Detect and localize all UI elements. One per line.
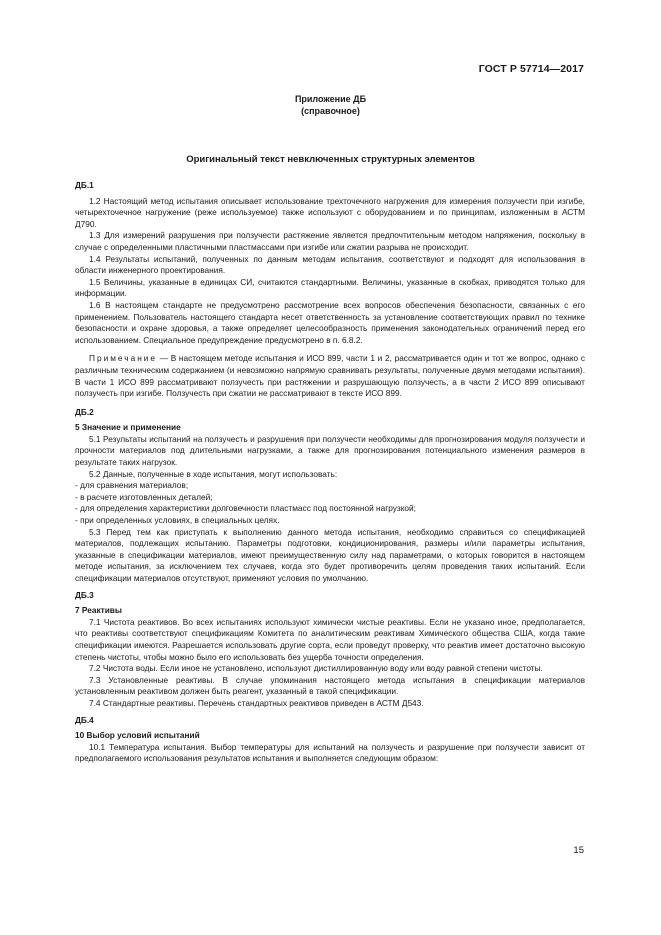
paragraph-5-1: 5.1 Результаты испытаний на ползучесть и разрушения при ползучести необходимы для прогнозирования модуля ползучести и прочности материалов под длительными нагрузками, а также для прогнозирования потенциального изменения размеров в результате таких нагрузок. — [75, 433, 585, 468]
section-heading-7: 7 Реактивы — [75, 605, 122, 616]
note-label: Примечание — [89, 353, 158, 364]
appendix-subtitle: (справочное) — [301, 106, 360, 116]
section-label-db1: ДБ.1 — [75, 180, 94, 190]
appendix-title: Приложение ДБ — [294, 94, 367, 104]
appendix-heading — [0, 93, 661, 117]
list-item: - для сравнения материалов; — [75, 480, 189, 491]
paragraph-10-1: 10.1 Температура испытания. Выбор температуры для испытаний на ползучесть и разрушение при ползучести зависит от предполагаемого использования результатов испытания и выполняется следующим образом: — [75, 741, 585, 764]
document-body — [75, 180, 585, 765]
note-paragraph — [75, 353, 585, 399]
paragraph-1-2: 1.2 Настоящий метод испытания описывает использование трехточечного нагружения для измерения ползучести при изгибе, четырехточечное нагружение (реже используемое) также используют с оборудованием и по принципам, изложенным в АСТМ Д790. — [75, 195, 585, 229]
page-number: 15 — [573, 845, 584, 856]
section-label-db4: ДБ.4 — [75, 714, 94, 725]
main-title: Оригинальный текст невключенных структурных элементов — [186, 154, 475, 165]
paragraph-1-3: 1.3 Для измерений разрушения при ползучести растяжение является предпочтительным методом напряжения, поскольку в случае с определенными пластичными пластмассами при изгибе или сжатии разрыва не происходит. — [75, 230, 585, 252]
list-item: - в расчете изготовленных деталей; — [75, 491, 213, 502]
section-label-db3: ДБ.3 — [75, 589, 94, 600]
paragraph-1-5: 1.5 Величины, указанные в единицах СИ, считаются стандартными. Величины, указанные в скобках, приводятся только для информации. — [75, 276, 585, 299]
section-label-db2: ДБ.2 — [75, 406, 94, 417]
paragraph-5-2: 5.2 Данные, полученные в ходе испытания, могут использовать: — [89, 468, 338, 479]
paragraph-7-1: 7.1 Чистота реактивов. Во всех испытаниях используют химически чистые реактивы. Если не указано иное, предполагается, что реактивы соответствуют спецификациям Комитета по аналитическим реактивам Химического общества США, когда такие спецификации имеются. Разрешается использовать другие сорта, если проведут проверку, что реактив имеет достаточно высокую степень чистоты, чтобы можно было его использовать без ущерба точности определения. — [75, 616, 585, 662]
note-text: — В настоящем методе испытания и ИСО 899, части 1 и 2, рассматривается один и тот же вопрос, однако с различным техническим содержанием (и невозможно напрямую сравнивать результаты, полученные двумя методами испытания). В части 1 ИСО 899 рассматривают ползучесть при растяжении и разрушающую ползучесть, а в части 2 ИСО 899 описывают ползучесть при изгибе. Ползучесть при сжатии не рассматривают в тексте ИСО 899. — [75, 353, 585, 399]
paragraph-7-4: 7.4 Стандартные реактивы. Перечень стандартных реактивов приведен в АСТМ Д543. — [89, 697, 424, 708]
section-heading-5: 5 Значение и применение — [75, 422, 181, 433]
paragraph-1-4: 1.4 Результаты испытаний, полученных по данным методам испытания, соответствуют и подходят для использования в области инженерного проектирования. — [75, 253, 585, 276]
usage-list — [75, 480, 585, 526]
paragraph-7-2: 7.2 Чистота воды. Если иное не установлено, используют дистиллированную воду или воду равной степени чистоты. — [89, 663, 543, 674]
document-code: ГОСТ Р 57714—2017 — [478, 63, 584, 75]
paragraph-1-6: 1.6 В настоящем стандарте не предусмотрено рассмотрение всех вопросов обеспечения безопасности, связанных с его применением. Пользователь настоящего стандарта несет ответственность за установление соответствующих правил по технике безопасности и охране здоровья, а также определяет целесообразность применения законодательных ограничений перед его использованием. Специальное предупреждение предусмотрено в п. 6.8.2. — [75, 299, 585, 345]
list-item: - для определения характеристики долговечности пластмасс под постоянной нагрузкой; — [75, 503, 416, 514]
paragraph-7-3: 7.3 Установленные реактивы. В случае упоминания настоящего метода испытания в спецификации материалов установленным реактивом должен быть реагент, указанный в такой спецификации. — [75, 674, 585, 697]
paragraph-5-3: 5.3 Перед тем как приступать к выполнению данного метода испытания, необходимо справиться со спецификацией материалов, подлежащих испытанию. Параметры подготовки, кондиционирования, размеры и/или параметры испытания, указанные в спецификации материалов, имеют преимущественную силу над параметрами, о которых говорится в настоящем методе испытания, за исключением тех случаев, когда это будет противоречить целям проведения таких испытаний. Если спецификации материалов отсутствуют, применяют условия по умолчанию. — [75, 526, 585, 583]
list-item: - при определенных условиях, в специальных целях. — [75, 515, 280, 526]
section-heading-10: 10 Выбор условий испытаний — [75, 730, 200, 741]
